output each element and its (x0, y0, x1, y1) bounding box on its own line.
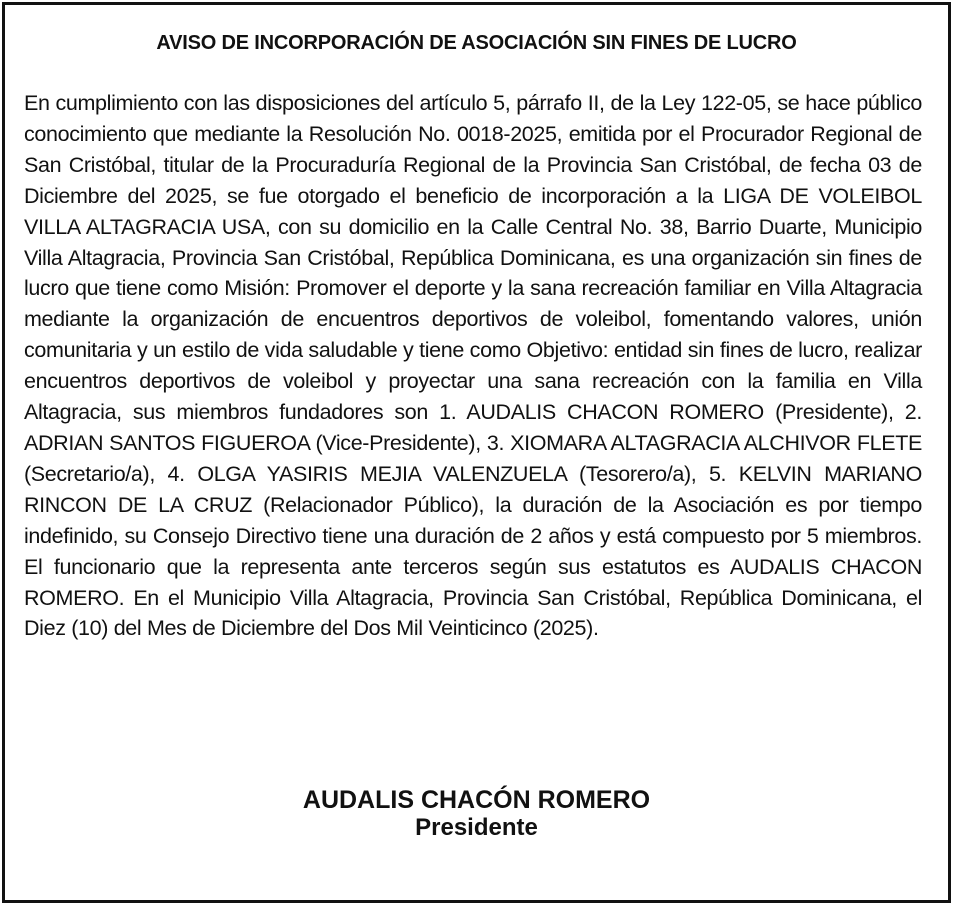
signature-block (0, 786, 953, 842)
signatory-name: AUDALIS CHACÓN ROMERO (302, 786, 651, 814)
notice-body: En cumplimiento con las disposiciones del artículo 5, párrafo II, de la Ley 122-05, se hace público conocimiento que mediante la Resolución No. 0018-2025, emitida por el Procurador Regional de San Cristóbal, titular de la Procuraduría Regional de la Provincia San Cristóbal, de fecha 03 de Diciembre del 2025, se fue otorgado el beneficio de incorporación a la LIGA DE VOLEIBOL VILLA ALTAGRACIA USA, con su domicilio en la Calle Central No. 38, Barrio Duarte, Municipio Villa Altagracia, Provincia San Cristóbal, República Dominicana, es una organización sin fines de lucro que tiene como Misión: Promover el deporte y la sana recreación familiar en Villa Altagracia mediante la organización de encuentros deportivos de voleibol, fomentando valores, unión comunitaria y un estilo de vida saludable y tiene como Objetivo: entidad sin fines de lucro, realizar encuentros deportivos de voleibol y proyectar una sana recreación con la familia en Villa Altagracia, sus miembros fundadores son 1. AUDALIS CHACON ROMERO (Presidente), 2. ADRIAN SANTOS FIGUEROA (Vice-Presidente), 3. XIOMARA ALTAGRACIA ALCHIVOR FLETE (Secretario/a), 4. OLGA YASIRIS MEJIA VALENZUELA (Tesorero/a), 5. KELVIN MARIANO RINCON DE LA CRUZ (Relacionador Público), la duración de la Asociación es por tiempo indefinido, su Consejo Directivo tiene una duración de 2 años y está compuesto por 5 miembros. El funcionario que la representa ante terceros según sus estatutos es AUDALIS CHACON ROMERO. En el Municipio Villa Altagracia, Provincia San Cristóbal, República Dominicana, el Diez (10) del Mes de Diciembre del Dos Mil Veinticinco (2025). (24, 91, 922, 641)
signatory-role: Presidente (415, 814, 538, 841)
notice-title: AVISO DE INCORPORACIÓN DE ASOCIACIÓN SIN FINES DE LUCRO (156, 32, 797, 54)
